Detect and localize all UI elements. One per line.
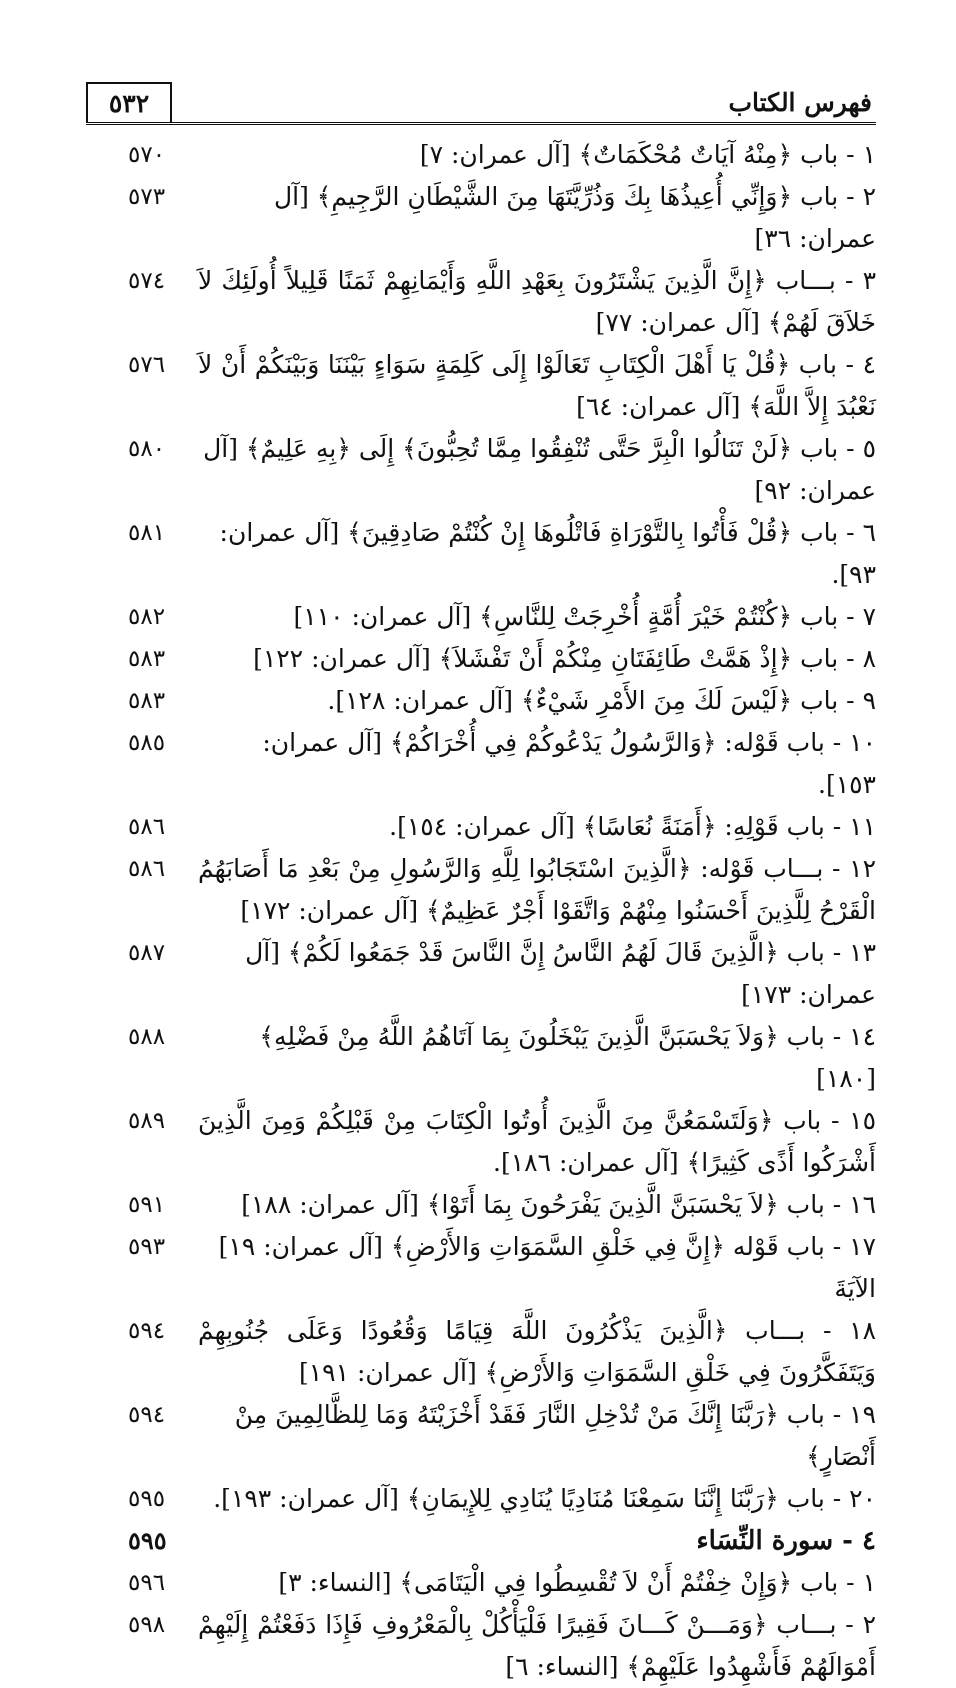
entry-page: ٥٨٢ — [128, 604, 166, 630]
entry-text: ١٤ - باب ﴿وَلاَ يَحْسَبَنَّ الَّذِينَ يَبْخَلُونَ بِمَا آتَاهُمُ اللَّهُ مِنْ فَضْلِهِ﴾ [١٨٠] — [259, 1022, 876, 1093]
entry-text: ٤ - باب ﴿قُلْ يَا أَهْلَ الْكِتَابِ تَعَالَوْا إِلَى كَلِمَةٍ سَوَاءٍ بَيْنَنَا وَبَيْنَكُمْ أَنْ لاَ نَعْبُدَ إِلاَّ اللَّهَ﴾ [آل عمران: ٦٤] — [198, 350, 876, 421]
surah-heading — [110, 1520, 876, 1562]
entry-page: ٥٩٤ — [128, 1402, 166, 1428]
entry-text: ٥ - باب ﴿لَنْ تَنَالُوا الْبِرَّ حَتَّى تُنْفِقُوا مِمَّا تُحِبُّونَ﴾ إِلَى ﴿بِهِ عَلِيمٌ﴾ [آل عمران: ٩٢] — [203, 434, 876, 505]
entry-text: ١٢ - بـــاب قَوْله: ﴿الَّذِينَ اسْتَجَابُوا لِلَّهِ وَالرَّسُولِ مِنْ بَعْدِ مَا أَصَابَهُمُ الْقَرْحُ لِلَّذِينَ أَحْسَنُوا مِنْهُمْ وَاتَّقَوْا أَجْرٌ عَظِيمٌ﴾ [آل عمران: ١٧٢] — [198, 854, 876, 925]
index-entry — [110, 1184, 876, 1226]
entry-page: ٥٩٦ — [128, 1570, 166, 1596]
index-entry — [110, 1478, 876, 1520]
entry-page: ٥٧٣ — [128, 184, 166, 210]
entry-text: ١٨ - بـــاب ﴿الَّذِينَ يَذْكُرُونَ اللَّهَ قِيَامًا وَقُعُودًا وَعَلَى جُنُوبِهِمْ وَيَتَفَكَّرُونَ فِي خَلْقِ السَّمَوَاتِ وَالأَرْضِ﴾ [آل عمران: ١٩١] — [198, 1316, 876, 1387]
entry-page: ٥٧٠ — [128, 142, 166, 168]
entry-text: ٣ - بـــاب ﴿إِنَّ الَّذِينَ يَشْتَرُونَ بِعَهْدِ اللَّهِ وَأَيْمَانِهِمْ ثَمَنًا قَلِيلاً أُولَئِكَ لاَ خَلاَقَ لَهُمْ﴾ [آل عمران: ٧٧] — [198, 266, 876, 337]
index-entry — [110, 1562, 876, 1604]
index-entries — [110, 134, 876, 1688]
entry-page: ٥٩٥ — [128, 1486, 166, 1512]
entry-page: ٥٩٤ — [128, 1318, 166, 1344]
entry-text: ٢ - بـــاب ﴿وَمَـــنْ كَـــانَ فَقِيرًا فَلْيَأْكُلْ بِالْمَعْرُوفِ فَإِذَا دَفَعْتُمْ إِلَيْهِمْ أَمْوَالَهُمْ فَأَشْهِدُوا عَلَيْهِمْ﴾ [النساء: ٦] — [198, 1610, 876, 1681]
entry-page: ٥٨٠ — [128, 436, 166, 462]
index-entry — [110, 176, 876, 260]
entry-page: ٥٨٧ — [128, 940, 166, 966]
entry-text: ١١ - باب قَوْلِهِ: ﴿أَمَنَةً نُعَاسًا﴾ [آل عمران: ١٥٤]. — [389, 812, 876, 841]
index-entry — [110, 680, 876, 722]
index-entry — [110, 1604, 876, 1688]
entry-page: ٥٨٥ — [128, 730, 166, 756]
index-entry — [110, 344, 876, 428]
index-entry — [110, 1226, 876, 1310]
entry-text: ١٩ - باب ﴿رَبَّنَا إِنَّكَ مَنْ تُدْخِلِ النَّارَ فَقَدْ أَخْزَيْتَهُ وَمَا لِلظَّالِمِينَ مِنْ أَنْصَارٍ﴾ — [234, 1400, 876, 1471]
entry-page: ٥٨١ — [128, 520, 166, 546]
index-entry — [110, 260, 876, 344]
entry-page: ٥٨٦ — [128, 856, 166, 882]
index-entry — [110, 1394, 876, 1478]
header-title: فهرس الكتاب — [728, 88, 872, 117]
index-entry — [110, 1310, 876, 1394]
index-entry — [110, 848, 876, 932]
index-entry — [110, 806, 876, 848]
entry-text: ٨ - باب ﴿إِذْ هَمَّتْ طَائِفَتَانِ مِنْكُمْ أَنْ تَفْشَلاَ﴾ [آل عمران: ١٢٢] — [253, 644, 876, 673]
entry-page: ٥٩١ — [128, 1192, 166, 1218]
entry-text: ١٥ - باب ﴿وَلَتَسْمَعُنَّ مِنَ الَّذِينَ أُوتُوا الْكِتَابَ مِنْ قَبْلِكُمْ وَمِنَ الَّذِينَ أَشْرَكُوا أَذًى كَثِيرًا﴾ [آل عمران: ١٨٦]. — [198, 1106, 876, 1177]
heading-page: ٥٩٥ — [128, 1526, 167, 1555]
entry-text: ١٦ - باب ﴿لاَ يَحْسَبَنَّ الَّذِينَ يَفْرَحُونَ بِمَا أَتَوْا﴾ [آل عمران: ١٨٨] — [241, 1190, 876, 1219]
entry-page: ٥٨٦ — [128, 814, 166, 840]
page-number: ٥٣٢ — [86, 82, 172, 122]
entry-text: ٢٠ - باب ﴿رَبَّنَا إِنَّنَا سَمِعْنَا مُنَادِيًا يُنَادِي لِلإِيمَانِ﴾ [آل عمران: ١٩٣]. — [213, 1484, 876, 1513]
entry-text: ١٠ - باب قَوْله: ﴿وَالرَّسُولُ يَدْعُوكُمْ فِي أُخْرَاكُمْ﴾ [آل عمران: ١٥٣]. — [262, 728, 876, 799]
entry-text: ٦ - باب ﴿قُلْ فَأْتُوا بِالتَّوْرَاةِ فَاتْلُوهَا إِنْ كُنْتُمْ صَادِقِينَ﴾ [آل عمران: ٩٣]. — [219, 518, 876, 589]
index-entry — [110, 1100, 876, 1184]
index-entry — [110, 512, 876, 596]
index-entry — [110, 932, 876, 1016]
entry-text: ٩ - باب ﴿لَيْسَ لَكَ مِنَ الأَمْرِ شَيْءٌ﴾ [آل عمران: ١٢٨]. — [327, 686, 876, 715]
entry-page: ٥٧٤ — [128, 268, 166, 294]
entry-text: ١ - باب ﴿مِنْهُ آيَاتٌ مُحْكَمَاتٌ﴾ [آل عمران: ٧] — [419, 140, 876, 169]
heading-text: ٤ - سورة النِّسَاء — [696, 1526, 876, 1556]
entry-page: ٥٩٣ — [128, 1234, 166, 1260]
entry-page: ٥٧٦ — [128, 352, 166, 378]
entry-text: ٢ - باب ﴿وَإِنِّي أُعِيذُهَا بِكَ وَذُرِّيَّتَهَا مِنَ الشَّيْطَانِ الرَّجِيمِ﴾ [آل عمران: ٣٦] — [273, 182, 876, 253]
header-rule — [86, 122, 876, 125]
entry-text: ١٧ - باب قَوْله ﴿إِنَّ فِي خَلْقِ السَّمَوَاتِ وَالأَرْضِ﴾ [آل عمران: ١٩] الآيَةَ — [218, 1232, 876, 1303]
entry-text: ١٣ - باب ﴿الَّذِينَ قَالَ لَهُمُ النَّاسُ إِنَّ النَّاسَ قَدْ جَمَعُوا لَكُمْ﴾ [آل عمران: ١٧٣] — [245, 938, 876, 1009]
index-entry — [110, 638, 876, 680]
page-header — [86, 78, 876, 126]
entry-text: ٧ - باب ﴿كُنْتُمْ خَيْرَ أُمَّةٍ أُخْرِجَتْ لِلنَّاسِ﴾ [آل عمران: ١١٠] — [293, 602, 876, 631]
entry-page: ٥٨٣ — [128, 646, 166, 672]
entry-page: ٥٩٨ — [128, 1612, 166, 1638]
index-entry — [110, 1016, 876, 1100]
entry-page: ٥٨٨ — [128, 1024, 166, 1050]
index-entry — [110, 722, 876, 806]
index-entry — [110, 134, 876, 176]
entry-text: ١ - باب ﴿وَإِنْ خِفْتُمْ أَنْ لاَ تُقْسِطُوا فِي الْيَتَامَى﴾ [النساء: ٣] — [278, 1568, 876, 1597]
entry-page: ٥٨٩ — [128, 1108, 166, 1134]
index-entry — [110, 428, 876, 512]
entry-page: ٥٨٣ — [128, 688, 166, 714]
index-entry — [110, 596, 876, 638]
